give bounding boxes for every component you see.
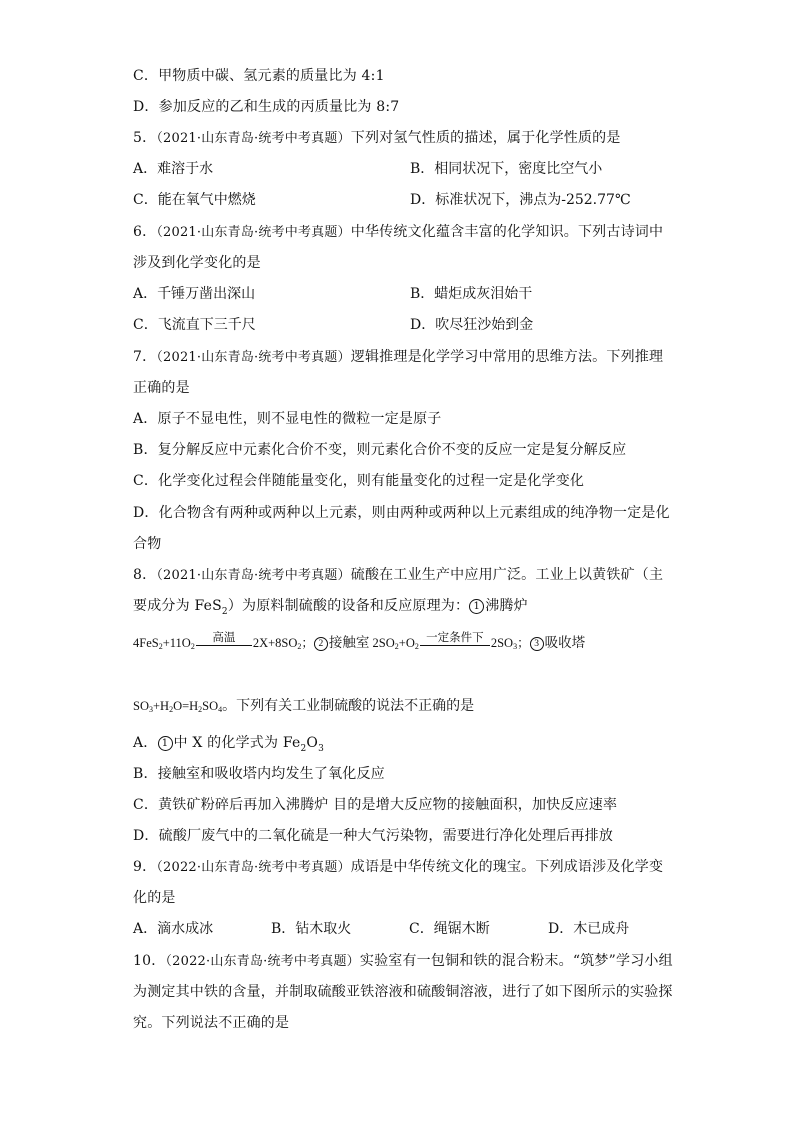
question-source: （2021·山东青岛·统考中考真题） [156, 131, 351, 146]
question-number: 6． [133, 224, 157, 240]
reaction-condition: 一定条件下 [426, 632, 484, 644]
question-source: （2022·山东青岛·统考中考真题） [156, 860, 351, 875]
circled-number-1: 1 [469, 599, 484, 614]
subscript: 3 [318, 743, 325, 754]
option-label: A． [133, 735, 158, 751]
question-7-stem [133, 347, 663, 368]
text-span: 中 X 的化学式为 Fe [173, 735, 301, 751]
question-10-stem [133, 951, 673, 972]
text-span: ）为原料制硫酸的设备和反应原理为： [227, 598, 470, 614]
q8-option-a [133, 733, 324, 759]
question-source: （2021·山东青岛·统考中考真题） [156, 568, 351, 583]
q6-option-b: B．蜡炬成灰泪始干 [410, 286, 533, 302]
question-number: 5． [133, 130, 157, 146]
question-source: （2022·山东青岛·统考中考真题） [165, 954, 360, 969]
question-9-stem-cont: 化的是 [133, 890, 176, 906]
reaction-arrow-condition [420, 632, 490, 656]
q8-option-c: C．黄铁矿粉碎后再加入沸腾炉 目的是增大反应物的接触面积，加快反应速率 [133, 797, 618, 813]
q7-option-a: A．原子不显电性，则不显电性的微粒一定是原子 [133, 411, 442, 427]
question-6-stem-cont: 涉及到化学变化的是 [133, 255, 261, 271]
question-source: （2021·山东青岛·统考中考真题） [156, 350, 351, 365]
text-span: 沸腾炉 [485, 598, 528, 614]
q7-option-c: C．化学变化过程会伴随能量变化，则有能量变化的过程一定是化学变化 [133, 473, 585, 489]
question-5-stem [133, 128, 621, 149]
equation-line: $4FeS_2+11O_2$ 高温 $2X+8SO_2$； 2 接触室 $2SO_2+O_2$ 一定条件下 $2SO_3$； 3 吸收塔 [133, 632, 585, 656]
q7-option-b: B．复分解反应中元素化合价不变，则元素化合价不变的反应一定是复分解反应 [133, 442, 627, 458]
q7-option-d-cont: 合物 [133, 536, 162, 552]
q9-option-a: A．滴水成冰 [133, 921, 214, 937]
question-text: 成语是中华传统文化的瑰宝。下列成语涉及化学变 [350, 859, 664, 875]
question-7-stem-cont: 正确的是 [133, 380, 190, 396]
equipment-name: 接触室 [328, 634, 370, 650]
q6-option-a: A．千锤万凿出深山 [133, 286, 256, 302]
q9-option-c: C．绳锯木断 [409, 921, 490, 937]
equipment-name: 吸收塔 [544, 634, 586, 650]
q5-option-d: D．标准状况下，沸点为-252.77℃ [410, 192, 631, 208]
q5-option-b: B．相同状况下，密度比空气小 [410, 161, 603, 177]
question-6-stem [133, 222, 663, 243]
question-source: （2021·山东青岛·统考中考真题） [156, 225, 351, 240]
option-line: C．甲物质中碳、氢元素的质量比为 4:1 [133, 68, 385, 84]
circled-number-2: 2 [314, 637, 328, 651]
question-8-stem [133, 565, 663, 586]
reaction-condition: 高温 [212, 632, 236, 644]
question-9-stem [133, 857, 663, 878]
text-span: 要成分为 FeS [133, 598, 222, 614]
question-number: 8． [133, 567, 157, 583]
question-10-stem-cont2: 究。下列说法不正确的是 [133, 1015, 290, 1031]
q5-option-a: A．难溶于水 [133, 161, 214, 177]
q6-option-c: C．飞流直下三千尺 [133, 317, 256, 333]
option-line: D．参加反应的乙和生成的丙质量比为 8:7 [133, 99, 400, 115]
question-text: 硫酸在工业生产中应用广泛。工业上以黄铁矿（主 [350, 567, 664, 583]
q9-option-d: D．木已成舟 [548, 921, 630, 937]
question-text: 下列对氢气性质的描述，属于化学性质的是 [350, 130, 621, 146]
question-text: 逻辑推理是化学学习中常用的思维方法。下列推理 [350, 349, 664, 365]
question-number: 9． [133, 859, 157, 875]
q8-option-d: D．硫酸厂废气中的二氧化硫是一种大气污染物，需要进行净化处理后再排放 [133, 828, 614, 844]
question-text: 实验室有一包铜和铁的混合粉末。“筑梦”学习小组 [359, 953, 673, 969]
q6-option-d: D．吹尽狂沙始到金 [410, 317, 534, 333]
question-number: 7． [133, 349, 157, 365]
question-text: 中华传统文化蕴含丰富的化学知识。下列古诗词中 [350, 224, 664, 240]
subscript: 2 [221, 606, 228, 617]
q8-option-b: B．接触室和吸收塔内均发生了氧化反应 [133, 766, 385, 782]
q7-option-d: D．化合物含有两种或两种以上元素，则由两种或两种以上元素组成的纯净物一定是化 [133, 505, 670, 521]
q5-option-c: C．能在氧气中燃烧 [133, 192, 256, 208]
subscript: 2 [300, 743, 307, 754]
question-10-stem-cont: 为测定其中铁的含量，并制取硫酸亚铁溶液和硫酸铜溶液，进行了如下图所示的实验探 [133, 984, 673, 1000]
question-8-stem-cont [133, 596, 528, 622]
circled-number-1: 1 [158, 736, 173, 751]
reaction-arrow-high-temp [196, 632, 252, 656]
question-text: 。下列有关工业制硫酸的说法不正确的是 [222, 698, 475, 714]
question-number: 10． [133, 953, 166, 969]
q9-option-b: B．钻木取火 [271, 921, 352, 937]
circled-number-3: 3 [530, 637, 544, 651]
text-span: O [306, 735, 319, 751]
equation-line-3: $SO_3+H_2O=H_2SO_4$。下列有关工业制硫酸的说法不正确的是 [133, 698, 475, 714]
